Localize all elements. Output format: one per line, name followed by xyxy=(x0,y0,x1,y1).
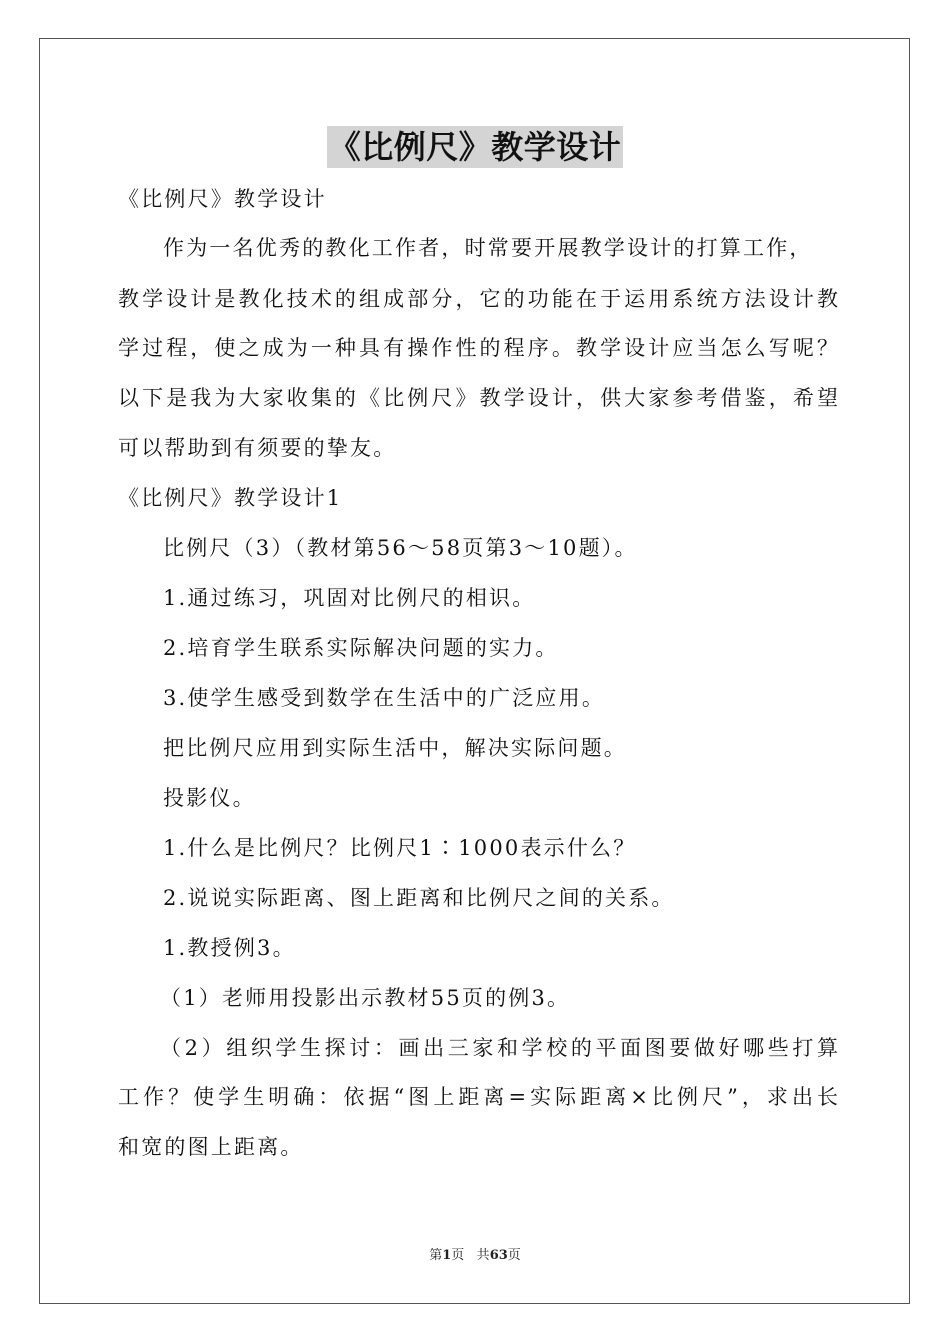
paragraph-line: 学过程，使之成为一种具有操作性的程序。教学设计应当怎么写呢？ xyxy=(118,336,838,360)
content-line: 1.教授例3。 xyxy=(163,936,296,960)
footer-total-pages: 63 xyxy=(489,1248,508,1263)
title-container xyxy=(0,126,950,168)
paragraph-line: 可以帮助到有须要的挚友。 xyxy=(118,436,397,460)
page-footer xyxy=(0,1247,950,1265)
content-line: 2.说说实际距离、图上距离和比例尺之间的关系。 xyxy=(163,886,675,910)
page-border xyxy=(39,38,910,1304)
content-line: 2.培育学生联系实际解决问题的实力。 xyxy=(163,636,559,660)
content-line: 投影仪。 xyxy=(163,786,256,810)
footer-total-prefix: 共 xyxy=(476,1248,490,1263)
footer-page-number: 1 xyxy=(442,1248,452,1263)
document-title: 《比例尺》教学设计 xyxy=(328,128,622,166)
footer-total-suffix: 页 xyxy=(507,1248,521,1263)
content-line: 工作？使学生明确：依据“图上距离=实际距离×比例尺”，求出长 xyxy=(118,1085,838,1109)
content-line: 把比例尺应用到实际生活中，解决实际问题。 xyxy=(163,736,627,760)
paragraph-line: 以下是我为大家收集的《比例尺》教学设计，供大家参考借鉴，希望 xyxy=(118,386,838,410)
paragraph-line: 作为一名优秀的教化工作者，时常要开展教学设计的打算工作， xyxy=(163,236,813,260)
content-line: 1.什么是比例尺？比例尺1∶1000表示什么？ xyxy=(163,836,637,860)
content-line: 1.通过练习，巩固对比例尺的相识。 xyxy=(163,586,536,610)
content-line: （2）组织学生探讨：画出三家和学校的平面图要做好哪些打算 xyxy=(160,1036,838,1060)
content-line: （1）老师用投影出示教材55页的例3。 xyxy=(160,986,571,1010)
footer-page-suffix: 页 xyxy=(451,1248,465,1263)
content-line: 比例尺（3）（教材第56～58页第3～10题）。 xyxy=(163,536,638,560)
footer-page-prefix: 第 xyxy=(429,1248,443,1263)
content-line: 3.使学生感受到数学在生活中的广泛应用。 xyxy=(163,686,606,710)
section-heading: 《比例尺》教学设计1 xyxy=(118,486,343,510)
paragraph-line: 教学设计是教化技术的组成部分，它的功能在于运用系统方法设计教 xyxy=(118,287,838,311)
subtitle-line: 《比例尺》教学设计 xyxy=(118,187,327,211)
content-line: 和宽的图上距离。 xyxy=(118,1135,304,1159)
